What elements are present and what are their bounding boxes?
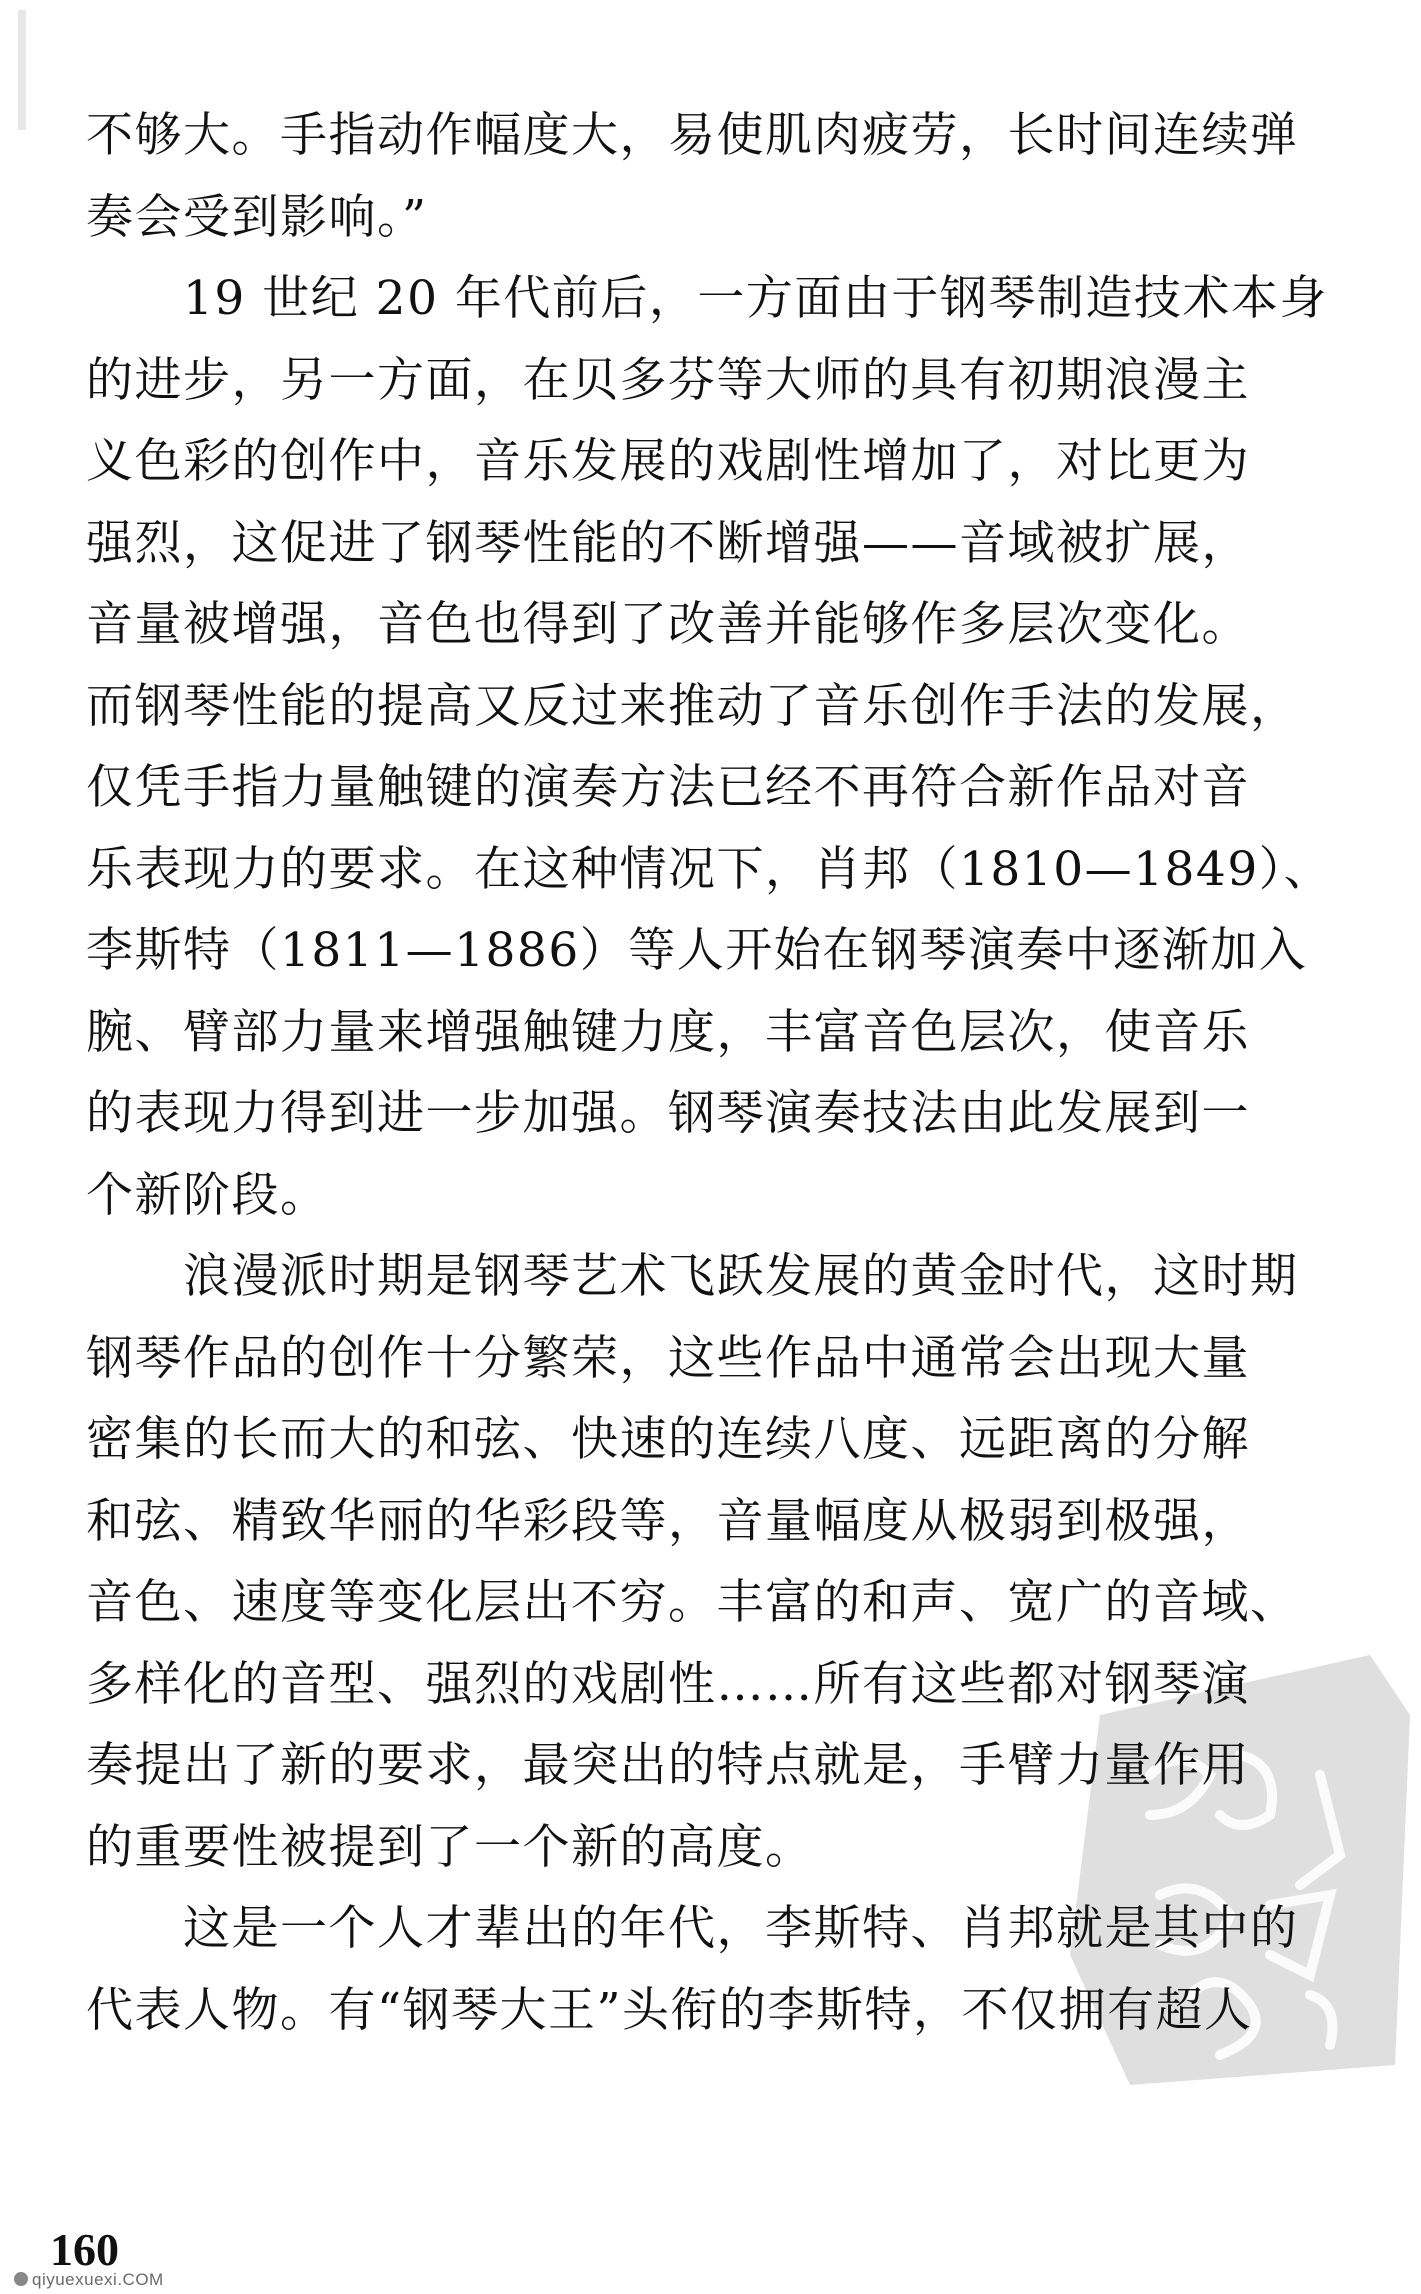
text-line: 钢琴作品的创作十分繁荣，这些作品中通常会出现大量 — [86, 1330, 1250, 1386]
body-text — [86, 95, 1358, 2051]
site-watermark — [14, 2270, 164, 2290]
text-line: 李斯特（1811—1886）等人开始在钢琴演奏中逐渐加入 — [86, 923, 1308, 978]
page-number: 160 — [50, 2224, 119, 2275]
watermark-logo-icon — [14, 2272, 28, 2286]
text-line: 这是一个人才辈出的年代，李斯特、肖邦就是其中的 — [86, 1901, 1299, 1956]
text-line: 腕、臂部力量来增强触键力度，丰富音色层次，使音乐 — [86, 1004, 1250, 1060]
text-line: 不够大。手指动作幅度大，易使肌肉疲劳，长时间连续弹 — [86, 108, 1299, 163]
text-line: 的重要性被提到了一个新的高度。 — [86, 1819, 814, 1875]
text-line: 音色、速度等变化层出不穷。丰富的和声、宽广的音域、 — [86, 1575, 1299, 1630]
text-line: 代表人物。有“钢琴大王”头衔的李斯特，不仅拥有超人 — [86, 1982, 1253, 2038]
text-line: 奏会受到影响。” — [86, 189, 428, 245]
text-line: 奏提出了新的要求，最突出的特点就是，手臂力量作用 — [86, 1738, 1250, 1793]
text-line: 浪漫派时期是钢琴艺术飞跃发展的黄金时代，这时期 — [86, 1249, 1299, 1304]
text-line: 和弦、精致华丽的华彩段等，音量幅度从极弱到极强， — [86, 1493, 1250, 1549]
scan-edge-mark — [18, 10, 26, 130]
text-line: 义色彩的创作中，音乐发展的戏剧性增加了，对比更为 — [86, 434, 1250, 489]
site-watermark-text: qiyuexuexi.COM — [32, 2270, 164, 2289]
text-line: 音量被增强，音色也得到了改善并能够作多层次变化。 — [86, 597, 1250, 652]
text-line: 的进步，另一方面，在贝多芬等大师的具有初期浪漫主 — [86, 352, 1250, 408]
text-line: 多样化的音型、强烈的戏剧性……所有这些都对钢琴演 — [86, 1656, 1250, 1712]
text-line: 而钢琴性能的提高又反过来推动了音乐创作手法的发展， — [86, 678, 1299, 734]
text-line: 19 世纪 20 年代前后，一方面由于钢琴制造技术本身 — [86, 271, 1328, 326]
text-line: 强烈，这促进了钢琴性能的不断增强——音域被扩展， — [86, 515, 1250, 571]
text-line: 密集的长而大的和弦、快速的连续八度、远距离的分解 — [86, 1412, 1250, 1467]
text-line: 个新阶段。 — [86, 1167, 329, 1223]
text-line: 的表现力得到进一步加强。钢琴演奏技法由此发展到一 — [86, 1086, 1250, 1141]
text-line: 仅凭手指力量触键的演奏方法已经不再符合新作品对音 — [86, 760, 1250, 815]
text-line: 乐表现力的要求。在这种情况下，肖邦（1810—1849）、 — [86, 841, 1333, 897]
